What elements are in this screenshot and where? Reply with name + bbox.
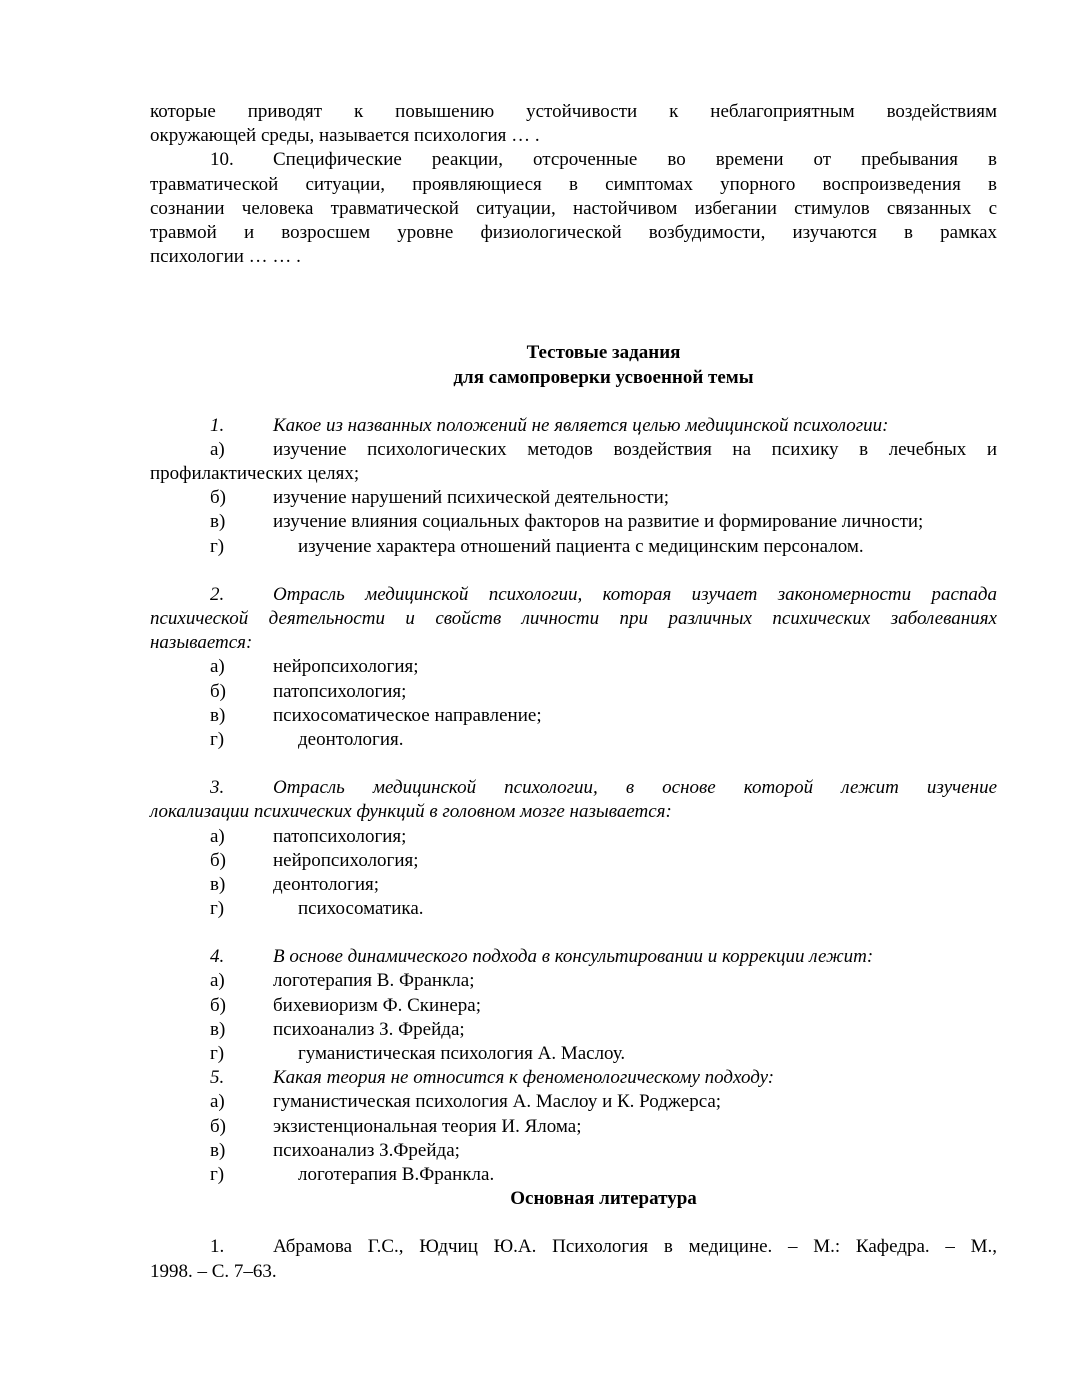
question-4 [150,945,997,969]
question-number: 4. [210,946,225,968]
literature-title: Основная литература [510,1188,697,1210]
question-number: 3. [210,777,225,799]
option-label: а) [210,438,225,460]
option-text: логотерапия В.Франкла. [298,1163,495,1185]
question-3 [150,776,997,800]
option-label: в) [210,704,226,726]
intro-line: которые приводят к повышению устойчивости к неблагоприятным воздействиям [150,101,997,122]
option-label: в) [210,1018,226,1040]
option-label: г) [210,1163,225,1185]
question-text-cont: называется: [150,632,253,654]
option-label: б) [210,849,226,871]
answer-option [150,486,997,510]
literature-number: 1. [210,1236,225,1258]
answer-option [150,680,997,704]
question-2 [150,583,997,607]
answer-option [150,1139,997,1163]
option-label: б) [210,1115,226,1137]
option-label: в) [210,1139,226,1161]
option-text-cont: профилактических целях; [150,463,360,485]
question-text: Какое из названных положений не является целью медицинской психологии: [273,414,889,436]
answer-option [150,1115,997,1139]
item-10-first-line [150,148,997,172]
item-10-line: психологии … … . [150,246,301,268]
answer-option [150,510,997,534]
option-text: гуманистическая психология А. Маслоу и К. Роджерса; [273,1091,722,1113]
answer-option [150,704,997,728]
option-text: психосоматика. [298,898,424,920]
question-text: Какая теория не относится к феноменологическому подходу: [273,1067,775,1089]
item-10-line: сознании человека травматической ситуации, настойчивом избегании стимулов связанных с [150,197,997,219]
answer-option [150,1163,997,1187]
option-text: экзистенциональная теория И. Ялома; [273,1115,582,1137]
option-text: логотерапия В. Франкла; [273,970,475,992]
option-label: в) [210,511,226,533]
intro-line: окружающей среды, называется психология … . [150,125,540,147]
option-text: гуманистическая психология А. Маслоу. [298,1043,626,1064]
item-10-text: Специфические реакции, отсроченные во времени от пребывания в [273,149,997,171]
option-label: б) [210,487,226,509]
question-5 [150,1066,997,1090]
question-number: 2. [210,583,225,605]
answer-option [150,873,997,897]
item-10-line: травмой и возросшем уровне физиологической возбудимости, изучаются в рамках [150,221,997,243]
literature-text: Абрамова Г.С., Юдчиц Ю.А. Психология в медицине. – М.: Кафедра. – М., [273,1236,997,1258]
item-10-number: 10. [210,149,234,171]
option-text: изучение нарушений психической деятельности; [273,487,670,509]
literature-item [150,1235,997,1259]
option-text: изучение влияния социальных факторов на развитие и формирование личности; [273,511,924,533]
option-text: нейропсихология; [273,656,419,678]
option-label: б) [210,680,226,702]
option-label: а) [210,970,225,992]
option-label: а) [210,656,225,678]
option-text: психоанализ З.Фрейда; [273,1139,460,1161]
answer-option [150,897,997,921]
option-text: деонтология. [298,728,404,750]
question-text: Отрасль медицинской психологии, в основе которой лежит изучение [273,777,997,799]
literature-text-cont: 1998. – С. 7–63. [150,1260,277,1282]
option-text: патопсихология; [273,825,407,847]
question-text: Отрасль медицинской психологии, которая изучает закономерности распада [273,583,997,605]
question-text-cont: психической деятельности и свойств личности при различных психических заболеваниях [150,608,997,629]
option-text: психоанализ З. Фрейда; [273,1018,465,1040]
answer-option [150,1042,997,1066]
answer-option [150,825,997,849]
option-label: в) [210,873,226,895]
question-number: 5. [210,1067,225,1089]
option-text: изучение психологических методов воздействия на психику в лечебных и [273,438,997,460]
option-label: г) [210,535,225,557]
option-label: г) [210,1043,225,1064]
option-text: бихевиоризм Ф. Скинера; [273,994,482,1016]
answer-option [150,655,997,679]
option-label: г) [210,898,225,920]
answer-option [150,849,997,873]
option-text: нейропсихология; [273,849,419,871]
option-label: а) [210,1091,225,1113]
option-label: б) [210,994,226,1016]
item-10-line: травматической ситуации, проявляющиеся в симптомах упорного воспроизведения в [150,173,997,195]
option-label: а) [210,825,225,847]
question-text: В основе динамического подхода в консультировании и коррекции лежит: [273,946,874,968]
answer-option [150,438,997,462]
question-number: 1. [210,414,225,436]
section-subtitle: для самопроверки усвоенной темы [453,366,754,388]
section-title: Тестовые задания [526,342,681,364]
question-text-cont: локализации психических функций в головном мозге называется: [150,801,672,823]
option-text: деонтология; [273,873,380,895]
answer-option [150,1090,997,1114]
question-1 [150,414,997,438]
option-label: г) [210,728,225,750]
answer-option [150,728,997,752]
answer-option [150,535,997,559]
answer-option [150,1018,997,1042]
answer-option [150,969,997,993]
option-text: патопсихология; [273,680,407,702]
answer-option [150,994,997,1018]
option-text: психосоматическое направление; [273,704,542,726]
document-page [150,100,997,1284]
option-text: изучение характера отношений пациента с медицинским персоналом. [298,535,864,557]
